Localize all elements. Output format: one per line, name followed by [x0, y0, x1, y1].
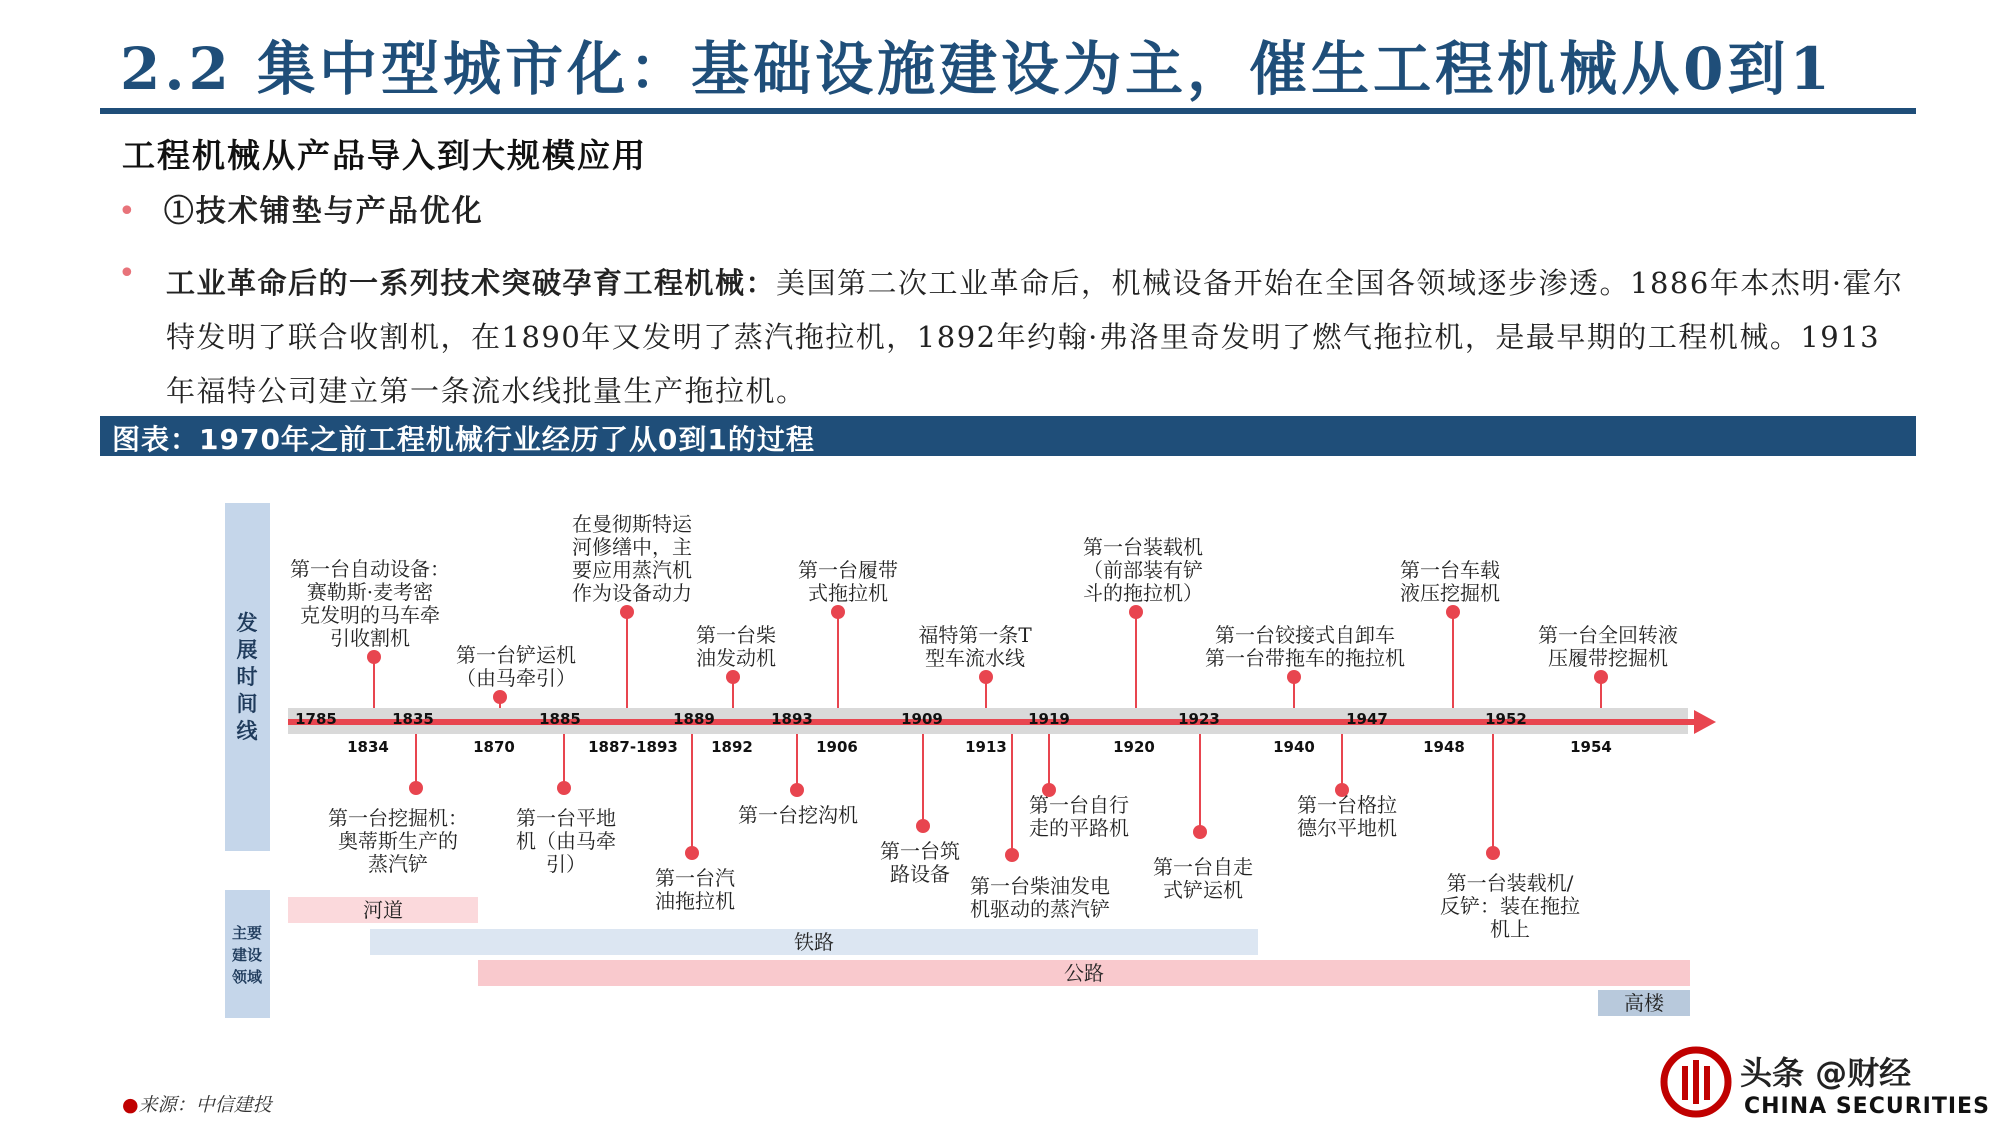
- timeline-side-char: 线: [236, 718, 258, 743]
- year-label-top: 1909: [901, 710, 943, 728]
- event-label-below: 油拖拉机: [655, 889, 735, 913]
- bullet-2-body: 美国第二次工业革命后，机械设备开始在全国各领域逐步渗透。1886年本杰明·霍尔特发明了联合收割机，在1890年又发明了蒸汽拖拉机，1892年约翰·弗洛里奇发明了燃气拖拉机，是最早期的工程机械。1913年福特公司建立第一条流水线批量生产拖拉机。: [166, 266, 1904, 408]
- event-dot-icon: [831, 605, 845, 619]
- event-label-below: 第一台装载机/: [1446, 871, 1574, 895]
- domain-label: 河道: [363, 898, 403, 922]
- event-dot-icon: [620, 605, 634, 619]
- event-label-below: 第一台汽: [655, 866, 735, 890]
- event-label-above: 第一台铲运机: [456, 643, 576, 667]
- year-label-bottom: 1906: [816, 738, 858, 756]
- event-dot-icon: [1129, 605, 1143, 619]
- logo-subtitle: CHINA SECURITIES: [1744, 1094, 1990, 1119]
- event-label-below: 反铲：装在拖拉: [1440, 894, 1580, 918]
- figure-caption: 图表：1970年之前工程机械行业经历了从0到1的过程: [112, 423, 815, 456]
- event-label-below: 第一台格拉: [1297, 793, 1397, 817]
- event-label-below: 机驱动的蒸汽铲: [970, 897, 1110, 921]
- timeline-arrow-head-icon: [1694, 710, 1716, 734]
- year-label-top: 1785: [295, 710, 337, 728]
- domain-label: 高楼: [1624, 991, 1664, 1015]
- event-label-above: 在曼彻斯特运: [572, 512, 692, 536]
- event-label-above: 第一台自动设备：: [290, 557, 450, 581]
- event-label-below: 第一台平地: [516, 806, 616, 830]
- event-label-above: 第一台装载机: [1083, 535, 1203, 559]
- event-label-below: 机上: [1490, 917, 1530, 941]
- event-dot-icon: [979, 670, 993, 684]
- watermark-text: 头条 @财经: [1740, 1054, 1912, 1092]
- event-label-above: 克发明的马车牵: [300, 603, 440, 627]
- event-label-below: 机（由马牵: [516, 829, 616, 853]
- event-label-above: 斗的拖拉机）: [1083, 581, 1203, 605]
- event-dot-icon: [409, 781, 423, 795]
- year-label-bottom: 1913: [965, 738, 1007, 756]
- year-label-top: 1947: [1346, 710, 1388, 728]
- domains-side-word: 建设: [231, 946, 263, 964]
- domains-side-word: 主要: [231, 924, 263, 942]
- bullet-2-lead: 工业革命后的一系列技术突破孕育工程机械：: [166, 266, 777, 300]
- event-label-below: 路设备: [890, 862, 950, 886]
- event-label-below: 第一台挖掘机：: [328, 806, 468, 830]
- timeline-side-char: 发: [236, 610, 258, 635]
- event-label-above: 第一台柴: [696, 623, 776, 647]
- event-label-above: 式拖拉机: [808, 581, 888, 605]
- source-dot-icon: ●: [122, 1094, 139, 1116]
- event-label-below: 第一台柴油发电: [970, 874, 1110, 898]
- source-note: [122, 1090, 272, 1117]
- year-label-bottom: 1948: [1423, 738, 1465, 756]
- event-label-below: 第一台挖沟机: [738, 803, 858, 827]
- event-label-above: 引收割机: [330, 626, 410, 650]
- event-label-above: 第一台履带: [798, 558, 898, 582]
- year-label-top: 1923: [1178, 710, 1220, 728]
- event-label-above: 液压挖掘机: [1400, 581, 1500, 605]
- china-securities-logo-icon: [1660, 1046, 1732, 1118]
- bullet-1-text: ①技术铺垫与产品优化: [163, 194, 484, 229]
- event-dot-icon: [726, 670, 740, 684]
- event-dot-icon: [790, 783, 804, 797]
- event-label-above: 福特第一条T: [918, 623, 1032, 647]
- event-dot-icon: [916, 819, 930, 833]
- domain-label: 铁路: [794, 930, 834, 954]
- event-label-above: 河修缮中，主: [572, 535, 692, 559]
- event-label-above: 要应用蒸汽机: [572, 558, 692, 582]
- event-label-above: 作为设备动力: [572, 581, 692, 605]
- year-label-top: 1952: [1485, 710, 1527, 728]
- timeline-side-char: 展: [236, 637, 258, 662]
- year-label-top: 1885: [539, 710, 581, 728]
- event-label-above: （由马牵引）: [456, 666, 576, 690]
- event-label-above: 压履带挖掘机: [1548, 646, 1668, 670]
- section-subtitle: 工程机械从产品导入到大规模应用: [122, 136, 647, 175]
- domain-label: 公路: [1064, 961, 1104, 985]
- year-label-bottom: 1954: [1570, 738, 1612, 756]
- year-label-top: 1835: [392, 710, 434, 728]
- source-text: 来源：中信建投: [138, 1094, 272, 1116]
- event-label-above: 型车流水线: [925, 646, 1025, 670]
- event-dot-icon: [1193, 825, 1207, 839]
- timeline-side-char: 时: [236, 664, 258, 689]
- year-label-bottom: 1940: [1273, 738, 1315, 756]
- bullet-dot-icon: •: [118, 194, 136, 229]
- event-dot-icon: [1594, 670, 1608, 684]
- event-label-above: 第一台车载: [1400, 558, 1500, 582]
- event-dot-icon: [1005, 848, 1019, 862]
- event-label-below: 引）: [546, 852, 586, 876]
- event-dot-icon: [1287, 670, 1301, 684]
- timeline-side-label: [237, 610, 259, 743]
- event-dot-icon: [1446, 605, 1460, 619]
- event-label-above: （前部装有铲: [1083, 558, 1203, 582]
- event-label-below: 第一台筑: [880, 839, 960, 863]
- event-dot-icon: [557, 781, 571, 795]
- event-label-below: 蒸汽铲: [368, 852, 428, 876]
- event-label-above: 赛勒斯·麦考密: [306, 580, 434, 604]
- domains-side-label: [231, 924, 263, 986]
- event-dot-icon: [367, 650, 381, 664]
- event-label-above: 第一台全回转液: [1538, 623, 1678, 647]
- event-dot-icon: [493, 690, 507, 704]
- year-label-bottom: 1870: [473, 738, 515, 756]
- year-label-top: 1919: [1028, 710, 1070, 728]
- bullet-dot-icon: •: [118, 256, 136, 291]
- event-label-below: 德尔平地机: [1297, 816, 1397, 840]
- domains-side-word: 领域: [231, 968, 263, 986]
- year-label-bottom: 1887-1893: [588, 738, 678, 756]
- event-label-below: 第一台自走: [1153, 855, 1253, 879]
- event-label-below: 走的平路机: [1029, 816, 1129, 840]
- event-label-below: 奥蒂斯生产的: [338, 829, 458, 853]
- year-label-top: 1893: [771, 710, 813, 728]
- event-dot-icon: [1486, 846, 1500, 860]
- event-label-above: 第一台铰接式自卸车: [1215, 623, 1395, 647]
- year-label-bottom: 1892: [711, 738, 753, 756]
- timeline-side-char: 间: [236, 691, 258, 716]
- year-label-bottom: 1834: [347, 738, 389, 756]
- event-label-above: 油发动机: [696, 646, 776, 670]
- event-label-below: 第一台自行: [1029, 793, 1129, 817]
- page-title: 2.2 集中型城市化：基础设施建设为主，催生工程机械从0到1: [120, 35, 1834, 103]
- event-dot-icon: [685, 846, 699, 860]
- event-label-below: 式铲运机: [1163, 878, 1243, 902]
- year-label-bottom: 1920: [1113, 738, 1155, 756]
- event-label-above: 第一台带拖车的拖拉机: [1205, 646, 1405, 670]
- year-label-top: 1889: [673, 710, 715, 728]
